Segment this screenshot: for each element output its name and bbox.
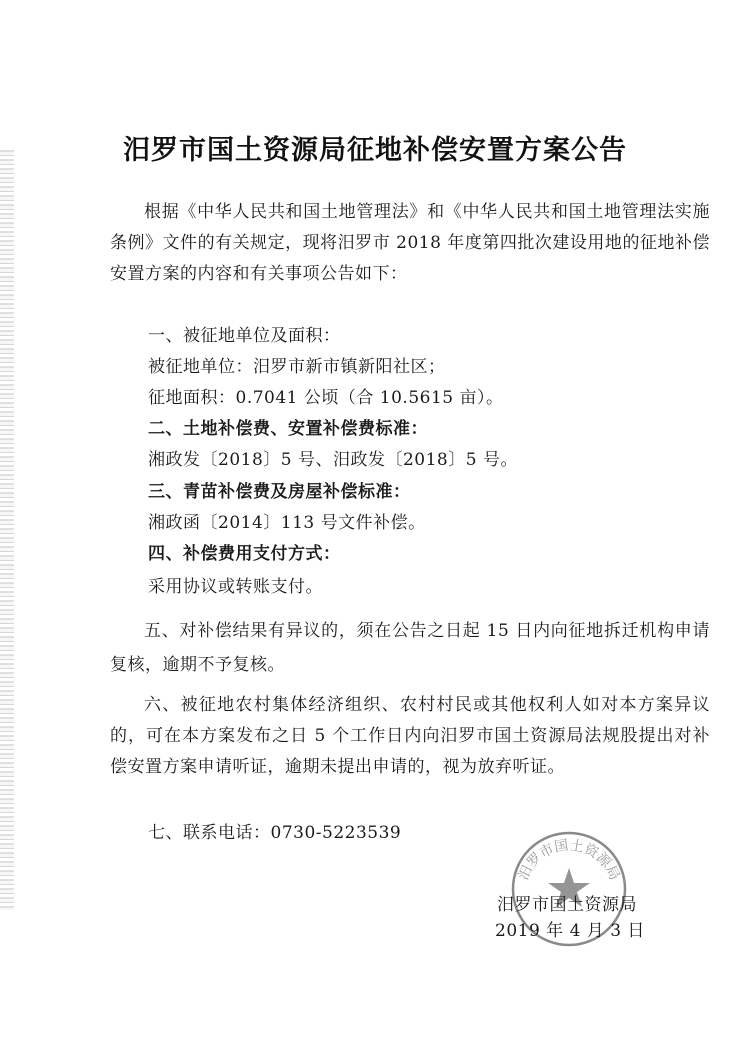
section4-text: 采用协议或转账支付。 <box>148 577 323 597</box>
intro-paragraph: 根据《中华人民共和国土地管理法》和《中华人民共和国土地管理法实施条例》文件的有关规定，现将汨罗市 2018 年度第四批次建设用地的征地补偿安置方案的内容和有关事项公告如下： <box>110 202 710 284</box>
scan-edge-artifact <box>0 150 14 910</box>
svg-text:汨罗市国土资源局: 汨罗市国土资源局 <box>515 837 623 883</box>
section7-contact: 七、联系电话：0730-5223539 <box>148 823 402 843</box>
section3-heading: 三、青苗补偿费及房屋补偿标准： <box>148 482 411 502</box>
section5-paragraph: 五、对补偿结果有异议的，须在公告之日起 15 日内向征地拆迁机构申请复核，逾期不予复核。 <box>110 621 710 675</box>
page-title: 汨罗市国土资源局征地补偿安置方案公告 <box>123 135 627 167</box>
signing-date: 2019 年 4 月 3 日 <box>495 921 645 941</box>
section2-heading: 二、土地补偿费、安置补偿费标准： <box>148 419 428 439</box>
section1-unit: 被征地单位：汨罗市新市镇新阳社区； <box>148 357 446 377</box>
section2-text: 湘政发〔2018〕5 号、汨政发〔2018〕5 号。 <box>148 450 518 470</box>
section6-paragraph: 六、被征地农村集体经济组织、农村村民或其他权利人如对本方案异议的，可在本方案发布之日 5 个工作日内向汨罗市国土资源局法规股提出对补偿安置方案申请听证，逾期未提出申请的，视为放弃听证。 <box>110 695 710 777</box>
section1-area: 征地面积：0.7041 公顷（合 10.5615 亩）。 <box>148 388 504 408</box>
section1-heading: 一、被征地单位及面积： <box>148 326 341 346</box>
section4-heading: 四、补偿费用支付方式： <box>148 544 341 564</box>
signer-name: 汨罗市国土资源局 <box>497 895 637 915</box>
section3-text: 湘政函〔2014〕113 号文件补偿。 <box>148 513 426 533</box>
